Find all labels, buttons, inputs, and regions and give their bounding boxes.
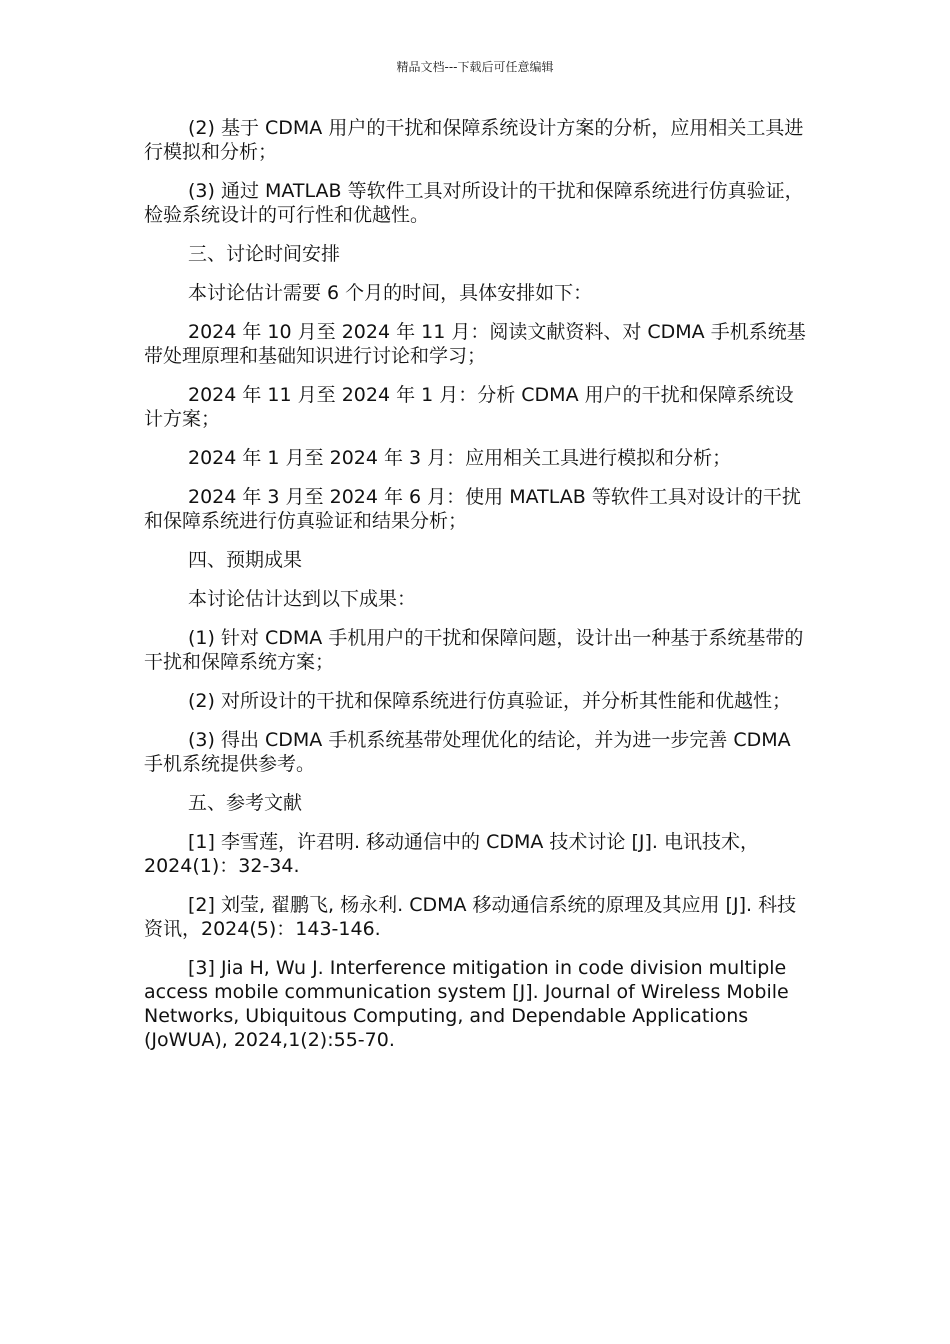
section-heading-schedule: 三、讨论时间安排 [188,243,341,265]
schedule-intro: 本讨论估计需要 6 个月的时间，具体安排如下： [188,282,593,304]
page-header: 精品文档---下载后可任意编辑 [396,60,554,74]
document-body [144,116,810,1067]
reference-item-1: [1] 李雪莲，许君明. 移动通信中的 CDMA 技术讨论 [J]. 电讯技术，2024(1)：32-34. [144,831,759,877]
section-heading-references: 五、参考文献 [188,792,303,814]
schedule-item-4: 2024 年 3 月至 2024 年 6 月：使用 MATLAB 等软件工具对设计的干扰和保障系统进行仿真验证和结果分析； [144,486,801,532]
result-item-3: (3) 得出 CDMA 手机系统基带处理优化的结论，并为进一步完善 CDMA 手机系统提供参考。 [144,729,791,775]
schedule-item-3: 2024 年 1 月至 2024 年 3 月：应用相关工具进行模拟和分析； [188,447,732,469]
paragraph-item-3: (3) 通过 MATLAB 等软件工具对所设计的干扰和保障系统进行仿真验证，检验系统设计的可行性和优越性。 [144,180,804,226]
schedule-item-2: 2024 年 11 月至 2024 年 1 月：分析 CDMA 用户的干扰和保障系统设计方案； [144,384,794,430]
schedule-item-1: 2024 年 10 月至 2024 年 11 月：阅读文献资料、对 CDMA 手机系统基带处理原理和基础知识进行讨论和学习； [144,321,806,367]
results-intro: 本讨论估计达到以下成果： [188,588,417,610]
reference-item-2: [2] 刘莹, 翟鹏飞, 杨永利. CDMA 移动通信系统的原理及其应用 [J]. 科技资讯，2024(5)：143-146. [144,894,797,940]
result-item-2: (2) 对所设计的干扰和保障系统进行仿真验证，并分析其性能和优越性； [188,690,791,712]
paragraph-item-2: (2) 基于 CDMA 用户的干扰和保障系统设计方案的分析，应用相关工具进行模拟和分析； [144,117,804,163]
section-heading-results: 四、预期成果 [188,549,303,571]
result-item-1: (1) 针对 CDMA 手机用户的干扰和保障问题，设计出一种基于系统基带的干扰和保障系统方案； [144,627,804,673]
reference-item-3: [3] Jia H, Wu J. Interference mitigation in code division multiple access mobile communication system [J]. Journal of Wireless Mobile Networks, Ubiquitous Computing, and Dependable Applications (JoWUA), 2024,1(2):55-70. [144,957,789,1051]
